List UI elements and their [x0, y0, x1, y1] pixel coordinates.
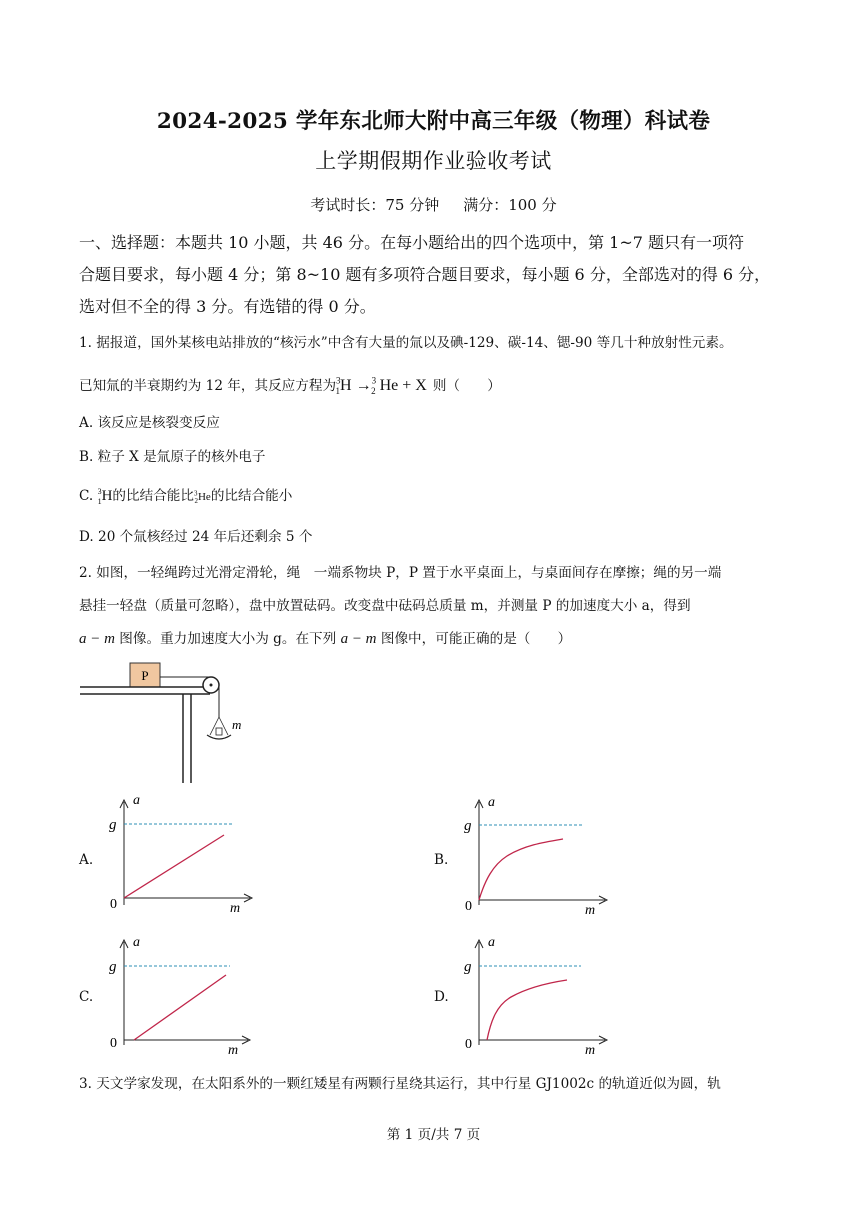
graph-a-x-label: m	[230, 901, 241, 916]
q2-stem-line-1: 2. 如图，一轻绳跨过光滑定滑轮，绳 一端系物块 P，P 置于水平桌面上，与桌面间存在摩擦；绳的另一端	[79, 565, 722, 581]
page-footer: 第 1 页/共 7 页	[386, 1127, 481, 1143]
q2-option-d-label: D.	[434, 989, 449, 1005]
graph-b-y-label: a	[488, 795, 495, 810]
pulley-axle	[210, 684, 213, 687]
q1-stem-text: 已知氚的半衰期约为 12 年，其反应方程为	[79, 378, 337, 394]
graph-b-curve	[479, 839, 563, 900]
q2-stem-text: 图像。重力加速度大小为 g。在下列	[119, 631, 337, 647]
section-line-2: 合题目要求，每小题 4 分；第 8~10 题有多项符合题目要求，每小题 6 分，全部选对的得 6 分，	[79, 265, 771, 284]
graph-d-curve	[487, 980, 567, 1040]
graph-a-origin: 0	[110, 897, 117, 912]
q2-formula-2: a − m	[340, 631, 377, 647]
section-line-3: 选对但不全的得 3 分。有选错的得 0 分。	[79, 297, 376, 316]
q1-option-b: B. 粒子 X 是氚原子的核外电子	[79, 449, 266, 465]
exam-subtitle: 上学期假期作业验收考试	[315, 149, 552, 173]
q1-option-c	[79, 484, 292, 506]
graph-a-g-label: g	[109, 817, 117, 833]
graph-d-y-label: a	[488, 935, 495, 950]
graph-b-g-label: g	[464, 818, 472, 834]
pulley-apparatus-figure	[70, 655, 270, 790]
q1-option-d: D. 20 个氚核经过 24 年后还剩余 5 个	[79, 529, 313, 545]
graph-a-y-label: a	[133, 793, 140, 808]
graph-b-x-label: m	[585, 903, 596, 918]
weight-piece	[216, 728, 222, 735]
graph-c-origin: 0	[110, 1036, 117, 1051]
block-p-label: P	[141, 668, 149, 683]
graph-c-g-label: g	[109, 959, 117, 975]
q2-option-a-label: A.	[79, 852, 94, 868]
hanging-pan	[207, 735, 231, 739]
q2-option-b-label: B.	[434, 852, 449, 868]
graph-d-origin: 0	[465, 1037, 472, 1052]
q1-tritium-symbol: $^3_1$H	[97, 487, 113, 506]
q1-reaction-equation: $^3_1$H →$^3_2$ He + X	[335, 375, 427, 397]
q2-option-c-label: C.	[79, 989, 94, 1005]
q2-stem-end: 图像中，可能正确的是（ ）	[380, 631, 572, 647]
q3-stem-line-1: 3. 天文学家发现，在太阳系外的一颗红矮星有两颗行星绕其运行，其中行星 GJ1002c 的轨道近似为圆，轨	[79, 1076, 721, 1092]
graph-c-curve	[134, 975, 226, 1040]
graph-c	[100, 930, 260, 1060]
q1-option-c-label: C.	[79, 488, 94, 504]
exam-duration: 考试时长：75 分钟	[310, 196, 440, 214]
exam-info	[0, 194, 867, 215]
q1-stem-line-1: 1. 据报道，国外某核电站排放的“核污水”中含有大量的氚以及碘-129、碳-14、锶-90 等几十种放射性元素。	[79, 335, 733, 351]
graph-a	[100, 790, 260, 920]
graph-b-origin: 0	[465, 899, 472, 914]
graph-a-curve	[124, 835, 224, 898]
q1-option-c-text: 的比结合能比	[112, 488, 194, 504]
q1-option-c-end: 的比结合能小	[210, 488, 293, 504]
graph-d-x-label: m	[585, 1043, 596, 1058]
exam-title: 2024-2025 学年东北师大附中高三年级（物理）科试卷	[156, 109, 711, 134]
pan-mass-label: m	[232, 717, 242, 732]
graph-d-g-label: g	[464, 959, 472, 975]
q1-helium-symbol: $^3_2$He	[193, 489, 211, 506]
q1-stem-end: 则（ ）	[432, 378, 501, 394]
graph-c-x-label: m	[228, 1043, 239, 1058]
exam-full-score: 满分：100 分	[463, 196, 557, 214]
section-line-1: 一、选择题：本题共 10 小题，共 46 分。在每小题给出的四个选项中，第 1~7 题只有一项符	[79, 233, 745, 252]
q1-stem-line-2	[79, 374, 501, 396]
graph-b	[455, 790, 615, 920]
section-instructions	[79, 227, 799, 323]
graph-d	[455, 930, 615, 1060]
graph-c-y-label: a	[133, 935, 140, 950]
q2-stem-line-2: 悬挂一轻盘（质量可忽略），盘中放置砝码。改变盘中砝码总质量 m，并测量 P 的加速度大小 a，得到	[79, 598, 691, 614]
q2-stem-line-3	[79, 627, 571, 648]
q1-option-a: A. 该反应是核裂变反应	[79, 415, 220, 431]
q2-formula-1: a − m	[79, 631, 115, 647]
